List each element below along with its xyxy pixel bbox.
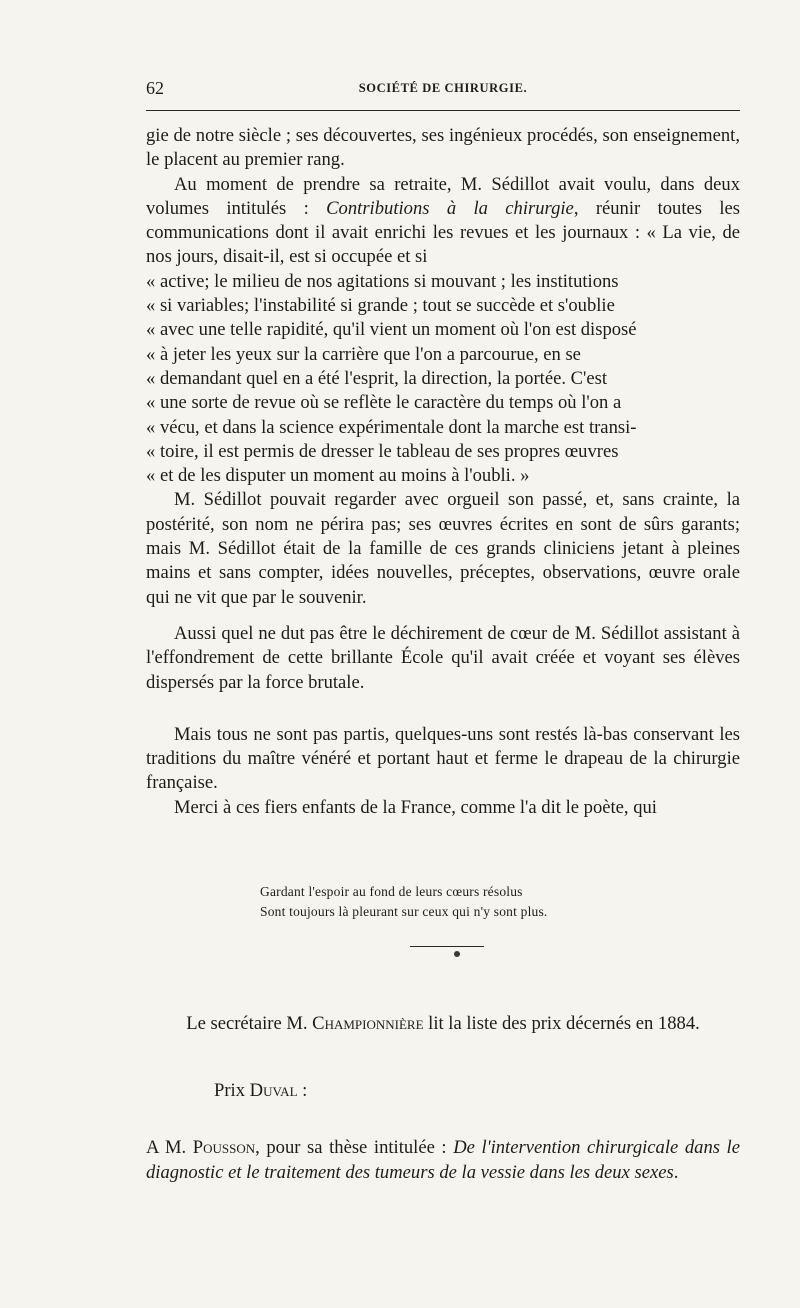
quotation [146,270,740,489]
body-text [146,124,740,820]
quote-line: « vécu, et dans la science expérimentale dont la marche est transi- [146,416,637,438]
separator-rule [410,946,484,947]
paragraph-5: Mais tous ne sont pas partis, quelques-uns sont restés là-bas conservant les traditions du maître vénéré et portant haut et ferme le drapeau de la chirurgie française. [146,723,740,794]
verse-line: Gardant l'espoir au fond de leurs cœurs résolus [260,884,523,899]
quote-line: « toire, il est permis de dresser le tableau de ses propres œuvres [146,440,619,462]
paragraph-4: Aussi quel ne dut pas être le déchirement de cœur de M. Sédillot assistant à l'effondrement de cette brillante École qu'il avait créée et voyant ses élèves dispersés par la force brutale. [146,622,740,693]
quote-line: « demandant quel en a été l'esprit, la direction, la portée. C'est [146,367,608,389]
paragraph-2-lead: Au moment de prendre sa retraite, M. Sédillot avait voulu, dans deux volumes intitulés : [146,173,740,219]
winner-name: Pousson [192,1136,256,1158]
page-header [146,78,740,102]
quote-line: « si variables; l'instabilité si grande ; tout se succède et s'oublie [146,295,615,317]
header-rule [146,110,740,111]
prize-announcement [146,1011,740,1036]
running-title: SOCIÉTÉ DE CHIRURGIE. [358,81,528,95]
award-middle: , pour sa thèse intitulée : [255,1136,454,1158]
prize-name: Duval [249,1080,298,1101]
paragraph-2-rest: , réunir toutes les communications dont il avait enrichi les revues et les journaux : « La vie, de nos jours, disait-il, est si occupée et si [146,197,740,268]
prize-award-text [146,1135,740,1185]
prize-label-lead: Prix [214,1080,250,1101]
prize-heading [214,1080,307,1102]
verse-quote [260,882,730,922]
prize-label-colon: : [297,1080,308,1101]
verse-line: Sont toujours là pleurant sur ceux qui n'y sont plus. [260,904,548,919]
award-lead: A M. [146,1136,193,1158]
secretary-name: Championnière [312,1013,424,1034]
paragraph-1: gie de notre siècle ; ses découvertes, ses ingénieux procédés, son enseignement, le placent au premier rang. [146,125,740,171]
announcement-lead: Le secrétaire M. [186,1013,313,1034]
page-number: 62 [146,78,164,98]
thesis-title: De l'intervention chirurgicale dans le diagnostic et le traitement des tumeurs de la vessie dans les deux sexes [146,1136,740,1183]
quote-line: « une sorte de revue où se reflète le caractère du temps où l'on a [146,392,622,414]
quote-line: « avec une telle rapidité, qu'il vient un moment où l'on est disposé [146,319,637,341]
book-title: Contributions à la chirurgie [326,197,574,219]
quote-line: « active; le milieu de nos agitations si mouvant ; les institutions [146,270,619,292]
quote-line: « à jeter les yeux sur la carrière que l'on a parcourue, en se [146,343,581,365]
paragraph-3: M. Sédillot pouvait regarder avec orgueil son passé, et, sans crainte, la postérité, son nom ne périra pas; ses œuvres écrites en sont de sûrs garants; mais M. Sédillot était de la famille de ces grands cliniciens jetant à pleines mains et sans compter, idées nouvelles, préceptes, observations, œuvre orale qui ne vit que par le souvenir. [146,489,740,608]
paragraph-6: Merci à ces fiers enfants de la France, comme l'a dit le poète, qui [174,796,657,818]
separator-dot [454,951,460,957]
award-end: . [673,1161,679,1183]
announcement-rest: lit la liste des prix décernés en 1884. [423,1013,700,1034]
quote-line: « et de les disputer un moment au moins à l'oubli. » [146,465,530,487]
paragraph-2 [146,173,740,270]
